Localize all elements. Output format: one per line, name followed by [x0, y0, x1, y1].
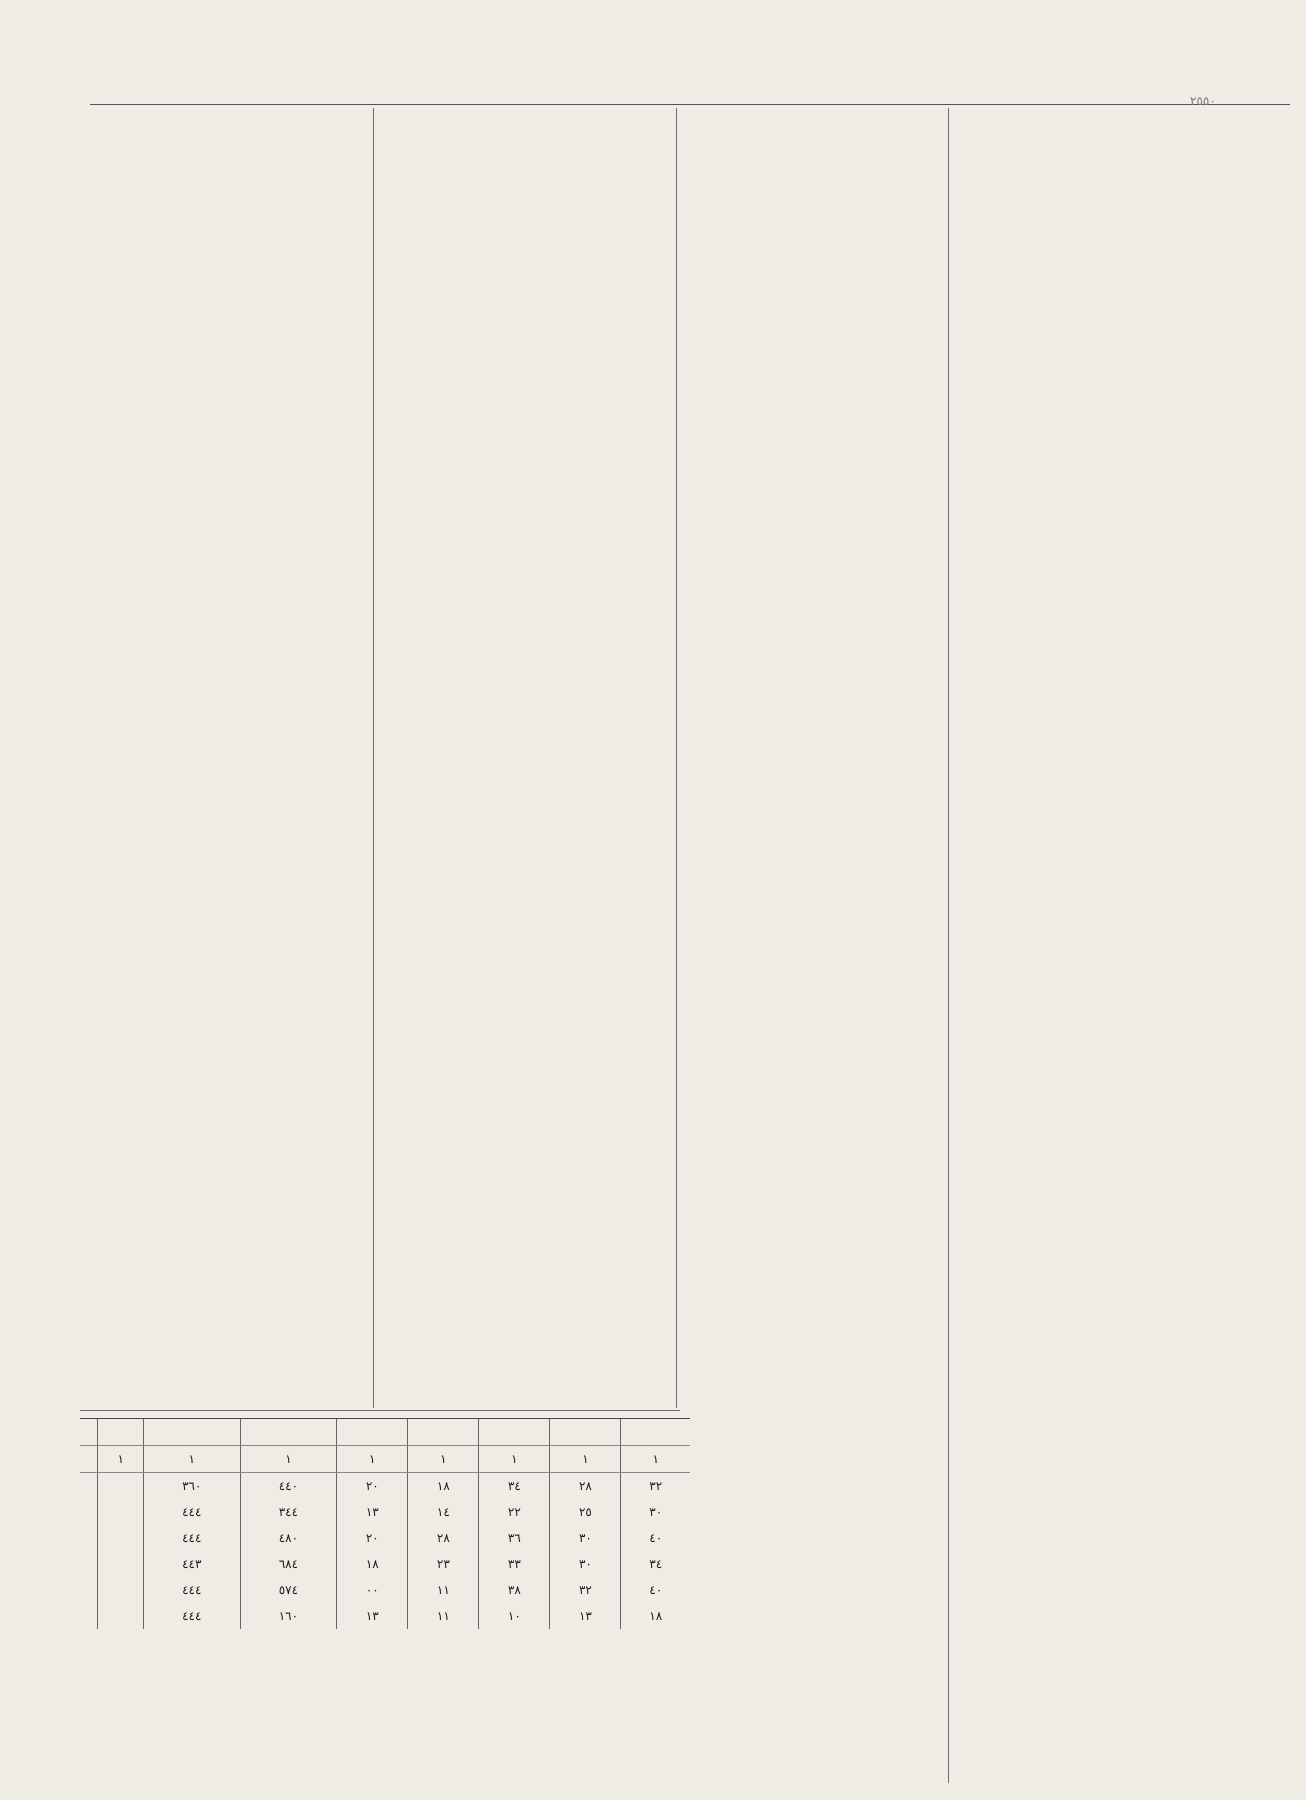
table-top-rule: [80, 1410, 680, 1411]
price-cell: ١٣: [337, 1499, 408, 1525]
unit-cell: ١: [621, 1446, 690, 1473]
header-rule: [90, 104, 1290, 105]
price-table-header-row: [80, 1419, 690, 1446]
unit-cell: ١: [550, 1446, 621, 1473]
price-cell: ١٣: [337, 1603, 408, 1629]
price-cell: ٤٤٣: [143, 1551, 240, 1577]
column-rule: [676, 108, 677, 1408]
price-cell: ٤٤٤: [143, 1577, 240, 1603]
price-cell: ٣٦٠: [143, 1473, 240, 1500]
price-table-row: [80, 1603, 690, 1629]
price-cell: ٣٨: [479, 1577, 550, 1603]
price-cell: [98, 1577, 143, 1603]
place-cell: [80, 1525, 98, 1551]
text-column-center-right: [682, 108, 944, 1783]
price-cell: ١٨: [337, 1551, 408, 1577]
price-cell: ١١: [408, 1577, 479, 1603]
price-cell: ٣٦: [479, 1525, 550, 1551]
price-cell: ٤٨٠: [240, 1525, 337, 1551]
price-cell: ٤٤٤: [143, 1603, 240, 1629]
price-table-grid: [80, 1419, 690, 1629]
price-cell: ٣٤: [479, 1473, 550, 1500]
price-cell: [98, 1525, 143, 1551]
column-rule: [948, 108, 949, 1783]
price-cell: ١٦٠: [240, 1603, 337, 1629]
price-cell: ١٨: [408, 1473, 479, 1500]
place-cell: [80, 1473, 98, 1500]
price-cell: ٤٠: [621, 1525, 690, 1551]
price-cell: ١٨: [621, 1603, 690, 1629]
price-table-row: [80, 1577, 690, 1603]
column-header: [337, 1419, 408, 1446]
price-cell: ٤٤٠: [240, 1473, 337, 1500]
price-cell: ٦٨٤: [240, 1551, 337, 1577]
price-cell: ٣٣: [479, 1551, 550, 1577]
unit-cell: ١: [479, 1446, 550, 1473]
unit-cell: [80, 1446, 98, 1473]
price-cell: ٢٨: [550, 1473, 621, 1500]
price-cell: ٣٠: [550, 1525, 621, 1551]
column-rule: [373, 108, 374, 1408]
price-cell: ١٤: [408, 1499, 479, 1525]
place-cell: [80, 1551, 98, 1577]
price-cell: ٣٠: [550, 1551, 621, 1577]
unit-cell: ١: [337, 1446, 408, 1473]
price-cell: ٤٠: [621, 1577, 690, 1603]
place-cell: [80, 1577, 98, 1603]
price-cell: ٢٣: [408, 1551, 479, 1577]
price-table: [80, 1416, 690, 1702]
price-cell: ٤٤٤: [143, 1525, 240, 1551]
text-column-left: [84, 108, 369, 1408]
text-column-right: [955, 108, 1288, 1783]
price-cell: ٠٠: [337, 1577, 408, 1603]
column-header: [550, 1419, 621, 1446]
price-cell: [98, 1473, 143, 1500]
price-cell: [98, 1603, 143, 1629]
column-header: [240, 1419, 337, 1446]
price-table-row: [80, 1499, 690, 1525]
price-cell: ١٠: [479, 1603, 550, 1629]
column-header: [621, 1419, 690, 1446]
price-cell: ٣٤: [621, 1551, 690, 1577]
column-header: [143, 1419, 240, 1446]
price-table-unit-row: [80, 1446, 690, 1473]
text-column-center-left: [380, 108, 672, 1408]
place-cell: [80, 1499, 98, 1525]
price-cell: ٢٠: [337, 1473, 408, 1500]
price-cell: ٢٨: [408, 1525, 479, 1551]
price-cell: ١١: [408, 1603, 479, 1629]
price-table-row: [80, 1525, 690, 1551]
unit-cell: ١: [98, 1446, 143, 1473]
column-header: [98, 1419, 143, 1446]
price-cell: ٥٧٤: [240, 1577, 337, 1603]
unit-cell: ١: [408, 1446, 479, 1473]
price-cell: [98, 1499, 143, 1525]
column-header: [479, 1419, 550, 1446]
price-cell: ٢٥: [550, 1499, 621, 1525]
price-cell: ١٣: [550, 1603, 621, 1629]
price-cell: [98, 1551, 143, 1577]
unit-cell: ١: [240, 1446, 337, 1473]
unit-cell: ١: [143, 1446, 240, 1473]
price-table-row: [80, 1473, 690, 1500]
price-cell: ٣٢: [621, 1473, 690, 1500]
price-cell: ٢٠: [337, 1525, 408, 1551]
page-number: ٢٥٥٠: [1190, 94, 1216, 108]
price-table-row: [80, 1551, 690, 1577]
price-cell: ٣٠: [621, 1499, 690, 1525]
price-cell: ٣٤٤: [240, 1499, 337, 1525]
price-cell: ٤٤٤: [143, 1499, 240, 1525]
price-cell: ٢٢: [479, 1499, 550, 1525]
column-header: [80, 1419, 98, 1446]
price-cell: ٣٢: [550, 1577, 621, 1603]
column-header: [408, 1419, 479, 1446]
newspaper-title: [682, 108, 944, 298]
place-cell: [80, 1603, 98, 1629]
